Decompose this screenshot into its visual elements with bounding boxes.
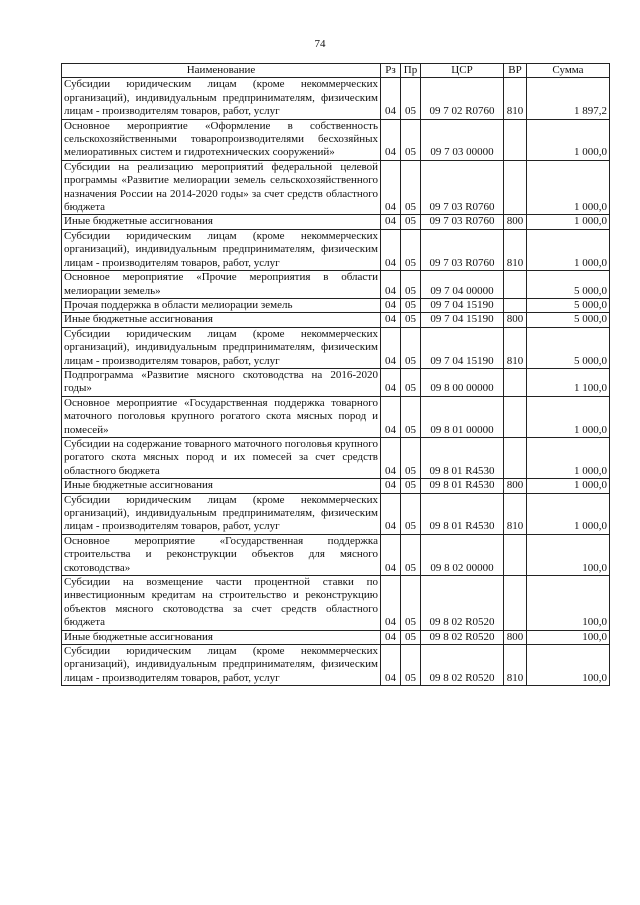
cell-vr [504,368,527,396]
cell-vr: 800 [504,313,527,327]
cell-vr [504,534,527,575]
cell-name: Иные бюджетные ассигнования [62,313,381,327]
header-csr: ЦСР [421,64,504,78]
cell-rz: 04 [381,576,401,631]
cell-rz: 04 [381,630,401,644]
cell-pr: 05 [401,368,421,396]
cell-rz: 04 [381,298,401,312]
cell-sum: 100,0 [527,534,610,575]
table-row [62,534,610,575]
cell-name: Иные бюджетные ассигнования [62,479,381,493]
table-row [62,119,610,160]
cell-pr: 05 [401,298,421,312]
cell-sum: 1 000,0 [527,119,610,160]
cell-pr: 05 [401,396,421,437]
cell-vr: 800 [504,630,527,644]
table-row [62,327,610,368]
cell-vr: 810 [504,78,527,119]
cell-rz: 04 [381,119,401,160]
cell-pr: 05 [401,160,421,215]
page-number: 74 [314,38,326,50]
cell-rz: 04 [381,479,401,493]
cell-vr: 810 [504,645,527,686]
table-header-row [62,64,610,78]
cell-csr: 09 8 01 R4530 [421,479,504,493]
cell-rz: 04 [381,160,401,215]
cell-name: Иные бюджетные ассигнования [62,215,381,229]
cell-pr: 05 [401,493,421,534]
cell-pr: 05 [401,119,421,160]
cell-name: Основное мероприятие «Оформление в собственность сельскохозяйственными товаропроизводителями бесхозяйных мелиоративных систем и гидротехнических сооружений» [62,119,381,160]
cell-csr: 09 7 03 R0760 [421,160,504,215]
table-row [62,78,610,119]
cell-rz: 04 [381,229,401,270]
cell-sum: 100,0 [527,630,610,644]
cell-sum: 1 000,0 [527,229,610,270]
table-row [62,368,610,396]
cell-csr: 09 8 02 R0520 [421,576,504,631]
cell-rz: 04 [381,271,401,299]
cell-name: Субсидии юридическим лицам (кроме некоммерческих организаций), индивидуальным предпринимателям, физическим лицам - производителям товаров, работ, услуг [62,78,381,119]
table-row [62,298,610,312]
cell-vr [504,271,527,299]
cell-name: Субсидии юридическим лицам (кроме некоммерческих организаций), индивидуальным предпринимателям, физическим лицам - производителям товаров, работ, услуг [62,493,381,534]
table-row [62,396,610,437]
cell-vr [504,396,527,437]
cell-sum: 5 000,0 [527,271,610,299]
cell-pr: 05 [401,229,421,270]
cell-vr: 810 [504,327,527,368]
cell-name: Субсидии юридическим лицам (кроме некоммерческих организаций), индивидуальным предпринимателям, физическим лицам - производителям товаров, работ, услуг [62,229,381,270]
cell-sum: 100,0 [527,645,610,686]
cell-csr: 09 7 04 15190 [421,327,504,368]
header-name: Наименование [62,64,381,78]
cell-name: Субсидии юридическим лицам (кроме некоммерческих организаций), индивидуальным предпринимателям, физическим лицам - производителям товаров, работ, услуг [62,327,381,368]
cell-pr: 05 [401,630,421,644]
cell-sum: 5 000,0 [527,298,610,312]
header-sum: Сумма [527,64,610,78]
cell-csr: 09 8 00 00000 [421,368,504,396]
cell-name: Основное мероприятие «Прочие мероприятия в области мелиорации земель» [62,271,381,299]
cell-csr: 09 7 03 R0760 [421,215,504,229]
cell-vr: 810 [504,229,527,270]
header-vr: ВР [504,64,527,78]
cell-pr: 05 [401,78,421,119]
cell-csr: 09 8 02 00000 [421,534,504,575]
cell-rz: 04 [381,78,401,119]
cell-vr: 810 [504,493,527,534]
cell-csr: 09 7 02 R0760 [421,78,504,119]
cell-pr: 05 [401,271,421,299]
cell-csr: 09 8 01 R4530 [421,437,504,478]
cell-csr: 09 8 02 R0520 [421,630,504,644]
table-row [62,229,610,270]
cell-sum: 1 000,0 [527,160,610,215]
cell-csr: 09 7 03 R0760 [421,229,504,270]
table-row [62,215,610,229]
cell-sum: 1 000,0 [527,437,610,478]
cell-name: Основное мероприятие «Государственная поддержка строительства и реконструкции объектов для мясного скотоводства» [62,534,381,575]
table-row [62,645,610,686]
cell-vr [504,298,527,312]
table-row [62,630,610,644]
table-row [62,437,610,478]
cell-sum: 1 000,0 [527,396,610,437]
cell-rz: 04 [381,313,401,327]
header-rz: Рз [381,64,401,78]
cell-name: Основное мероприятие «Государственная поддержка товарного маточного поголовья крупного рогатого скота мясных пород и помесей» [62,396,381,437]
cell-pr: 05 [401,534,421,575]
cell-sum: 1 100,0 [527,368,610,396]
cell-sum: 1 897,2 [527,78,610,119]
cell-pr: 05 [401,327,421,368]
cell-sum: 1 000,0 [527,215,610,229]
cell-pr: 05 [401,215,421,229]
cell-csr: 09 8 02 R0520 [421,645,504,686]
cell-name: Прочая поддержка в области мелиорации земель [62,298,381,312]
cell-sum: 100,0 [527,576,610,631]
cell-pr: 05 [401,313,421,327]
cell-rz: 04 [381,437,401,478]
table-row [62,493,610,534]
header-pr: Пр [401,64,421,78]
cell-name: Подпрограмма «Развитие мясного скотоводства на 2016-2020 годы» [62,368,381,396]
cell-vr: 800 [504,215,527,229]
table-body [62,78,610,686]
cell-rz: 04 [381,327,401,368]
cell-sum: 1 000,0 [527,479,610,493]
cell-csr: 09 7 04 00000 [421,271,504,299]
cell-vr [504,119,527,160]
cell-pr: 05 [401,645,421,686]
cell-rz: 04 [381,645,401,686]
table-row [62,160,610,215]
cell-sum: 1 000,0 [527,493,610,534]
cell-name: Субсидии юридическим лицам (кроме некоммерческих организаций), индивидуальным предпринимателям, физическим лицам - производителям товаров, работ, услуг [62,645,381,686]
cell-vr [504,437,527,478]
table-row [62,271,610,299]
cell-csr: 09 8 01 R4530 [421,493,504,534]
cell-rz: 04 [381,368,401,396]
cell-name: Субсидии на возмещение части процентной ставки по инвестиционным кредитам на строительство и реконструкцию объектов мясного скотоводства за счет средств областного бюджета [62,576,381,631]
cell-name: Иные бюджетные ассигнования [62,630,381,644]
table-row [62,576,610,631]
cell-pr: 05 [401,576,421,631]
cell-csr: 09 8 01 00000 [421,396,504,437]
cell-rz: 04 [381,215,401,229]
cell-pr: 05 [401,479,421,493]
cell-rz: 04 [381,396,401,437]
cell-vr [504,160,527,215]
cell-rz: 04 [381,493,401,534]
cell-vr: 800 [504,479,527,493]
cell-pr: 05 [401,437,421,478]
cell-csr: 09 7 04 15190 [421,313,504,327]
cell-vr [504,576,527,631]
cell-rz: 04 [381,534,401,575]
cell-csr: 09 7 03 00000 [421,119,504,160]
budget-table [61,63,610,686]
cell-csr: 09 7 04 15190 [421,298,504,312]
table-row [62,479,610,493]
cell-name: Субсидии на реализацию мероприятий федеральной целевой программы «Развитие мелиорации земель сельскохозяйственного назначения России на 2014-2020 годы» за счет средств областного бюджета [62,160,381,215]
cell-sum: 5 000,0 [527,313,610,327]
cell-sum: 5 000,0 [527,327,610,368]
cell-name: Субсидии на содержание товарного маточного поголовья крупного рогатого скота мясных пород и их помесей за счет средств областного бюджета [62,437,381,478]
table-row [62,313,610,327]
